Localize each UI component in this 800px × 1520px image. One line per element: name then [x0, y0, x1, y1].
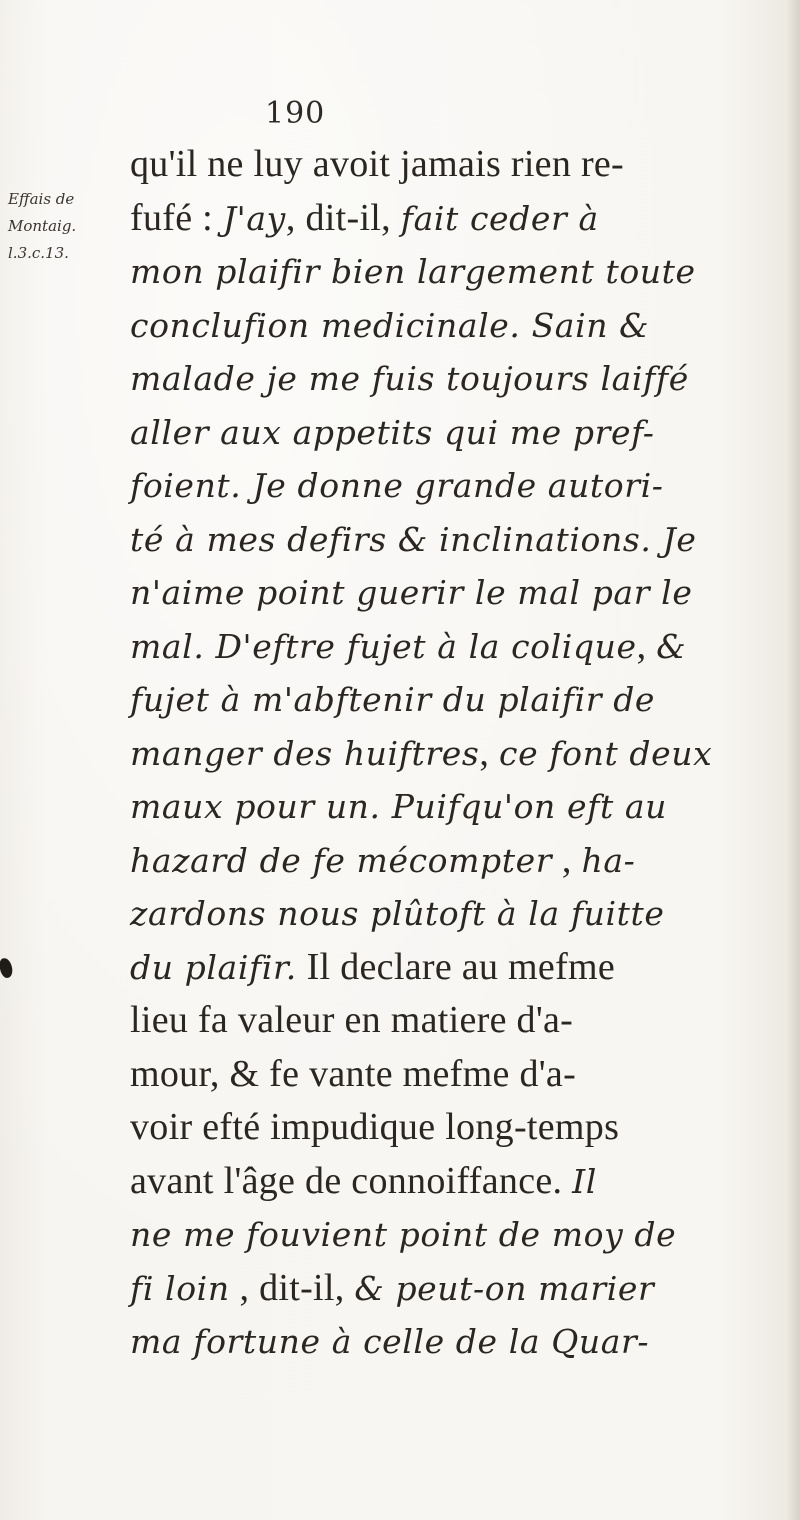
text-span: du plaifir. — [130, 947, 297, 987]
text-span: & peut-on marier — [354, 1268, 655, 1308]
text-line: ma fortune à celle de la Quar- — [130, 1322, 650, 1361]
text-span: manger des huiftres — [130, 733, 480, 773]
text-span: , dit-il, — [285, 196, 401, 239]
text-line: mon plaifir bien largement toute — [130, 252, 696, 291]
text-line — [130, 192, 790, 246]
page-number: 190 — [265, 96, 326, 131]
text-span: J'ay — [222, 198, 286, 238]
margin-note-line: Montaig. — [8, 217, 77, 235]
text-span: Il declare au mefme — [296, 945, 616, 988]
ink-blot — [0, 957, 14, 979]
text-line — [130, 620, 790, 674]
text-span: , dit-il, — [229, 1266, 355, 1309]
text-line — [130, 1155, 790, 1209]
text-span: & — [656, 626, 687, 666]
margin-note — [8, 186, 88, 267]
text-line: conclufion medicinale. Sain & — [130, 305, 650, 345]
body-text — [130, 138, 790, 1369]
text-span: hazard de fe mécompter — [130, 840, 553, 880]
text-line: lieu fa valeur en matiere d'a- — [130, 999, 574, 1041]
text-line: voir efté impudique long-temps — [130, 1106, 620, 1148]
text-span: mal. D'eftre fujet à la colique — [130, 626, 637, 666]
text-span: avant l'âge de connoiffance. — [130, 1159, 573, 1202]
text-span: ha- — [581, 840, 636, 880]
margin-note-line: l.3.c.13. — [8, 244, 69, 262]
text-span: fait ceder à — [400, 198, 599, 238]
text-line — [130, 727, 790, 781]
text-line: aller aux appetits qui me pref- — [130, 412, 655, 452]
text-span: fi loin — [130, 1268, 230, 1308]
text-line: mour, & fe vante mefme d'a- — [130, 1052, 577, 1095]
text-span: , — [552, 838, 582, 881]
text-span: , — [479, 731, 500, 774]
text-line: foient. Je donne grande autori- — [130, 466, 664, 505]
text-line: ne me fouvient point de moy de — [130, 1215, 677, 1254]
text-line: qu'il ne luy avoit jamais rien re- — [130, 143, 625, 185]
text-span: Il — [572, 1161, 597, 1201]
text-line: zardons nous plûtoft à la fuitte — [130, 894, 665, 933]
text-line: té à mes defirs & inclinations. Je — [130, 519, 697, 559]
text-line: fujet à m'abftenir du plaifir de — [130, 680, 656, 719]
text-span: ce font deux — [499, 733, 713, 773]
text-line — [130, 1262, 790, 1316]
text-line: maux pour un. Puifqu'on eft au — [130, 787, 668, 826]
text-line — [130, 834, 790, 888]
text-line: n'aime point guerir le mal par le — [130, 573, 693, 612]
text-line — [130, 941, 790, 995]
text-line: malade je me fuis toujours laiffé — [130, 359, 689, 398]
text-span: fufé : — [130, 196, 223, 239]
margin-note-line: Effais de — [8, 190, 75, 208]
text-span: , — [636, 624, 657, 667]
